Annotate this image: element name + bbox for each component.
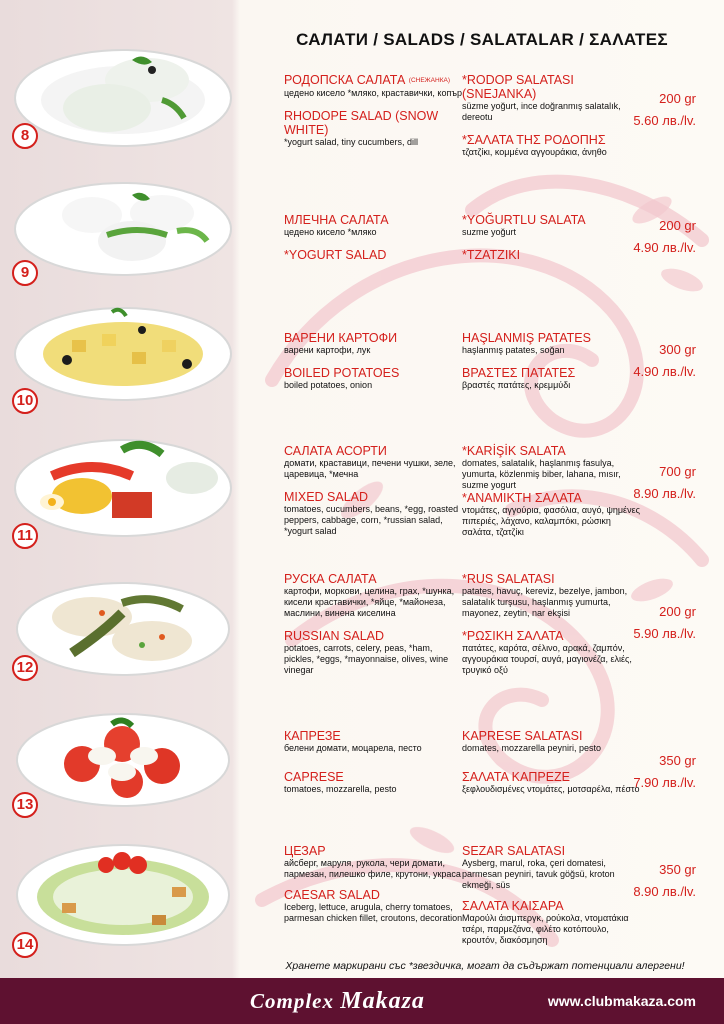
item-price: 5.60 лв./lv. xyxy=(633,113,696,128)
item-desc-bg: домати, краставици, печени чушки, зеле, царевица, *мечна xyxy=(284,458,456,479)
item-desc-bg: айсберг, маруля, рукола, чери домати, пармезан, пилешко филе, крутони, украса xyxy=(284,858,461,879)
item-price: 4.90 лв./lv. xyxy=(633,240,696,255)
item-name-gr: ΣΑΛΑΤΑ ΚΑΠΡΕΖΕ xyxy=(462,770,571,784)
item-desc-gr: Μαρούλι άισμπεργκ, ρούκολα, ντοματάκια τσέρι, παρμεζάνα, φιλέτο κοτόπουλο, κρουτόν, διακόσμηση xyxy=(462,913,629,945)
item-weight: 300 gr xyxy=(659,342,696,357)
item-desc-tr: süzme yoğurt, ince doğranmış salatalık, dereotu xyxy=(462,101,621,122)
item-name-bg: ЦЕЗАР xyxy=(284,844,326,858)
item-price: 7.90 лв./lv. xyxy=(633,775,696,790)
item-name-gr: *ΡΩΣΙΚΗ ΣΑΛΑΤΑ xyxy=(462,629,564,643)
item-name-gr: ΣΑΛΑΤΑ ΚΑΙΣΑΡΑ xyxy=(462,899,564,913)
salad-plate-image xyxy=(12,300,234,412)
item-desc-en: potatoes, carrots, celery, peas, *ham, pickles, *eggs, *mayonnaise, olives, wine vinegar xyxy=(284,643,449,675)
item-desc-tr: Aysberg, marul, roka, çeri domatesi, parmesan peyniri, tavuk göğsü, kroton ekmeği, süs xyxy=(462,858,615,890)
item-name-gr: *TZATZIKI xyxy=(462,248,521,262)
item-price-block xyxy=(586,215,696,259)
item-price-block xyxy=(586,601,696,645)
item-desc-en: tomatoes, mozzarella, pesto xyxy=(284,784,397,794)
salad-plate-image xyxy=(12,837,234,949)
item-name-bg: ВАРЕНИ КАРТОФИ xyxy=(284,331,398,345)
item-desc-tr: patates, havuç, kereviz, bezelye, jambon, salatalık turşusu, haşlanmış yumurta, mayonez, zeytin, nar ekşisi xyxy=(462,586,628,618)
salad-plate-image xyxy=(12,175,234,287)
item-col-bg-en xyxy=(284,844,464,934)
item-price-block xyxy=(586,750,696,794)
item-name-gr: ΒΡΑΣΤΕΣ ΠΑΤΑΤΕΣ xyxy=(462,366,576,380)
item-desc-bg: белени домати, моцарела, песто xyxy=(284,743,422,753)
item-name-en: *YOGURT SALAD xyxy=(284,248,387,262)
item-number-badge: 8 xyxy=(12,123,38,149)
item-desc-gr: ντομάτες, αγγούρια, φασόλια, αυγό, ψημένες πιπεριές, λάχανο, καλαμπόκι, ρώσικη σαλάτα, τζατζίκι xyxy=(462,505,640,537)
item-price-block xyxy=(586,339,696,383)
item-desc-en: Iceberg, lettuce, arugula, cherry tomatoes, parmesan chicken fillet, croutons, decoration xyxy=(284,902,463,923)
item-name-tr: *KARİŞİK SALATA xyxy=(462,444,566,458)
item-name-en: CAESAR SALAD xyxy=(284,888,380,902)
item-weight: 200 gr xyxy=(659,91,696,106)
item-col-bg-en xyxy=(284,331,464,401)
item-name-en: MIXED SALAD xyxy=(284,490,369,504)
page-title: САЛАТИ / SALADS / SALATALAR / ΣΑΛΑΤΕΣ xyxy=(296,30,668,49)
item-number-badge: 14 xyxy=(12,932,38,958)
item-number-badge: 12 xyxy=(12,655,38,681)
item-weight: 350 gr xyxy=(659,753,696,768)
website-link[interactable]: www.clubmakaza.com xyxy=(547,993,696,1009)
item-col-bg-en xyxy=(284,572,464,686)
item-name-gr: *ΑΝΑΜΙΚΤΗ ΣΑΛΑΤΑ xyxy=(462,491,582,505)
item-name-en: BOILED POTATOES xyxy=(284,366,400,380)
brand-word-1: Complex xyxy=(250,989,334,1013)
item-desc-bg: цедено кисело *мляко, краставички, копър xyxy=(284,88,462,98)
item-price: 5.90 лв./lv. xyxy=(633,626,696,641)
salad-plate-image xyxy=(12,40,234,152)
item-weight: 200 gr xyxy=(659,604,696,619)
item-col-bg-en xyxy=(284,729,464,805)
item-weight: 350 gr xyxy=(659,862,696,877)
item-name-tr: HAŞLANMIŞ PATATES xyxy=(462,331,591,345)
item-name-tr: SEZAR SALATASI xyxy=(462,844,566,858)
item-price: 8.90 лв./lv. xyxy=(633,884,696,899)
item-col-bg-en xyxy=(284,213,464,262)
item-name-bg: РОДОПСКА САЛАТА xyxy=(284,73,406,87)
salad-plate-image xyxy=(12,430,234,542)
item-desc-bg: цедено кисело *мляко xyxy=(284,227,377,237)
item-name-gr: *ΣΑΛΑΤΑ ΤΗΣ ΡΟΔΟΠΗΣ xyxy=(462,133,606,147)
item-desc-bg: картофи, моркови, целина, грах, *шунка, кисели краставички, *яйце, *майонеза, маслини, винена киселина xyxy=(284,586,455,618)
item-desc-tr: suzme yoğurt xyxy=(462,227,517,237)
footer-bar xyxy=(0,978,724,1024)
item-name-bg: КАПРЕЗЕ xyxy=(284,729,341,743)
item-name-bg-note: (СНЕЖАНКА) xyxy=(408,77,450,84)
item-name-en: RUSSIAN SALAD xyxy=(284,629,385,643)
item-price: 8.90 лв./lv. xyxy=(633,486,696,501)
item-number-badge: 9 xyxy=(12,260,38,286)
brand-logo xyxy=(250,988,425,1015)
item-price-block xyxy=(586,859,696,903)
item-col-bg-en xyxy=(284,444,464,547)
item-desc-gr: πατάτες, καρότα, σέλινο, αρακά, ζαμπόν, αγγουράκια τουρσί, αυγά, μαγιονέζα, ελιές, τρυγικό οξύ xyxy=(462,643,632,675)
item-name-tr: KAPRESE SALATASI xyxy=(462,729,583,743)
item-price: 4.90 лв./lv. xyxy=(633,364,696,379)
brand-word-2: Makaza xyxy=(340,988,425,1014)
item-weight: 200 gr xyxy=(659,218,696,233)
item-desc-en: tomatoes, cucumbers, beans, *egg, roasted peppers, cabbage, corn, *russian salad, *yogurt salad xyxy=(284,504,459,536)
item-desc-gr: ξεφλουδισμένες ντομάτες, μοτσαρέλα, πέστο xyxy=(462,784,640,794)
item-desc-tr: domates, salatalık, haşlanmış fasulya, yumurta, közlenmiş biber, lahana, mısır, suzme yogurt xyxy=(462,458,621,490)
item-name-tr: *RODOP SALATASI (SNEJANKA) xyxy=(462,73,574,101)
item-name-tr: *YOĞURTLU SALATA xyxy=(462,213,586,227)
item-price-block xyxy=(586,88,696,132)
item-desc-gr: τζατζίκι, κομμένα αγγουράκια, άνηθο xyxy=(462,147,607,157)
item-number-badge: 10 xyxy=(12,388,38,414)
item-name-bg: РУСКА САЛАТА xyxy=(284,572,377,586)
item-number-badge: 11 xyxy=(12,523,38,549)
item-desc-en: boiled potatoes, onion xyxy=(284,380,373,390)
item-desc-en: *yogurt salad, tiny cucumbers, dill xyxy=(284,137,419,147)
item-desc-tr: domates, mozzarella peyniri, pesto xyxy=(462,743,602,753)
item-name-en: CAPRESE xyxy=(284,770,344,784)
item-name-tr: *RUS SALATASI xyxy=(462,572,555,586)
item-name-bg: МЛЕЧНА САЛАТА xyxy=(284,213,389,227)
item-desc-gr: βραστές πατάτες, κρεμμύδι xyxy=(462,380,571,390)
item-weight: 700 gr xyxy=(659,464,696,479)
item-number-badge: 13 xyxy=(12,792,38,818)
item-name-en: RHODOPE SALAD (SNOW WHITE) xyxy=(284,109,439,137)
item-desc-bg: варени картофи, лук xyxy=(284,345,371,355)
allergen-footnote: Хранете маркирани със *звездичка, могат да съдържат потенциали алергени! xyxy=(285,960,685,972)
salad-plate-image xyxy=(12,704,234,816)
item-col-bg-en xyxy=(284,73,464,158)
item-price-block xyxy=(586,461,696,505)
salad-plate-image xyxy=(12,573,234,685)
item-name-bg: САЛАТА АСОРТИ xyxy=(284,444,387,458)
item-desc-tr: haşlanmış patates, soğan xyxy=(462,345,565,355)
